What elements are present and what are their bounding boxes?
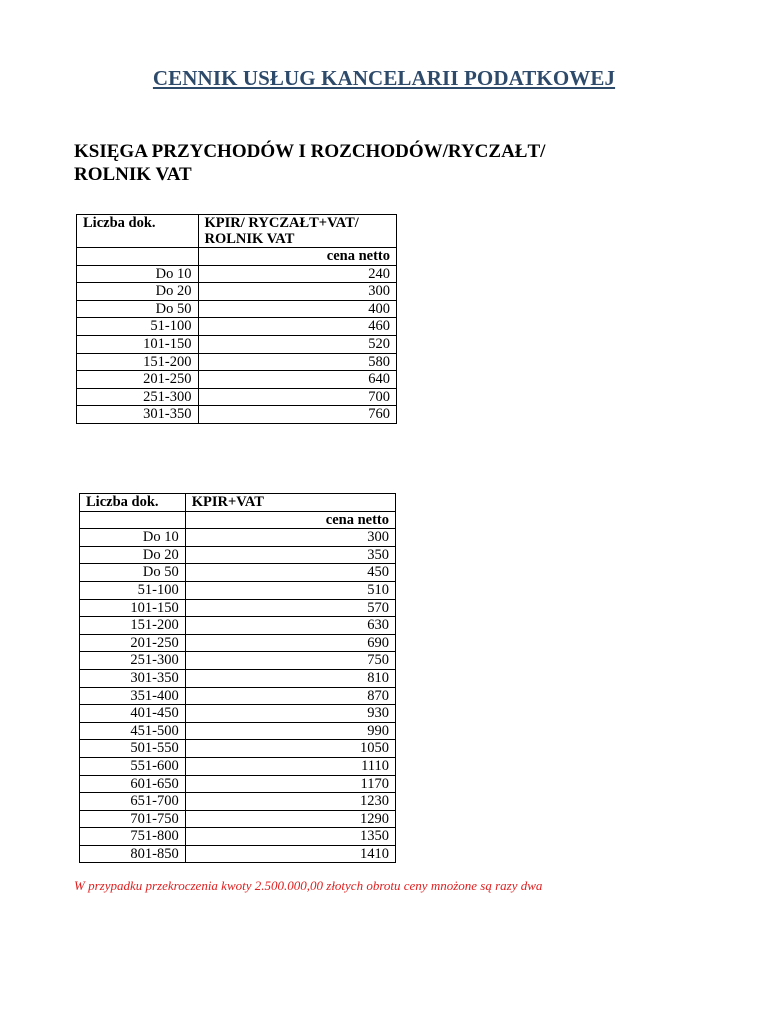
- document-range-cell: 151-200: [80, 617, 186, 635]
- table-row: [77, 353, 397, 371]
- section-heading-line-2: ROLNIK VAT: [74, 164, 192, 185]
- price-cell: 690: [185, 634, 395, 652]
- price-cell: 750: [185, 652, 395, 670]
- document-range-cell: 351-400: [80, 687, 186, 705]
- column-header-service-line-2: ROLNIK VAT: [204, 231, 295, 247]
- price-cell: 300: [185, 529, 395, 547]
- document-range-cell: Do 10: [77, 265, 199, 283]
- table-row: [80, 705, 396, 723]
- table-row: [77, 283, 397, 301]
- document-range-cell: Do 50: [80, 564, 186, 582]
- document-range-cell: 801-850: [80, 845, 186, 863]
- table-header-row: [80, 494, 396, 512]
- table-row: [80, 810, 396, 828]
- table-row: [77, 406, 397, 424]
- column-header-service: KPIR+VAT: [185, 494, 395, 512]
- price-cell: 1110: [185, 757, 395, 775]
- table-row: [77, 388, 397, 406]
- document-range-cell: 51-100: [80, 581, 186, 599]
- price-table-kpir-ryczalt: [76, 214, 397, 424]
- table-row: [77, 265, 397, 283]
- price-cell: 1170: [185, 775, 395, 793]
- price-cell: 760: [198, 406, 396, 424]
- table-row: [80, 669, 396, 687]
- price-cell: 510: [185, 581, 395, 599]
- column-header-service-line-1: KPIR/ RYCZAŁT+VAT/: [204, 215, 359, 231]
- table-row: [77, 300, 397, 318]
- price-cell: 400: [198, 300, 396, 318]
- document-range-cell: 51-100: [77, 318, 199, 336]
- price-cell: 810: [185, 669, 395, 687]
- price-cell: 930: [185, 705, 395, 723]
- document-range-cell: 451-500: [80, 722, 186, 740]
- document-range-cell: 301-350: [77, 406, 199, 424]
- section-heading: [74, 140, 545, 186]
- table-row: [80, 529, 396, 547]
- table-subheader-row: [77, 248, 397, 266]
- document-range-cell: 301-350: [80, 669, 186, 687]
- column-header-service: [198, 215, 396, 248]
- document-range-cell: 201-250: [80, 634, 186, 652]
- table-row: [77, 335, 397, 353]
- document-range-cell: 101-150: [80, 599, 186, 617]
- price-cell: 700: [198, 388, 396, 406]
- column-header-documents: Liczba dok.: [77, 215, 199, 248]
- table-row: [80, 581, 396, 599]
- price-cell: 580: [198, 353, 396, 371]
- price-cell: 460: [198, 318, 396, 336]
- price-cell: 990: [185, 722, 395, 740]
- price-table-kpir-vat: [79, 493, 396, 863]
- table-row: [80, 652, 396, 670]
- table-row: [80, 634, 396, 652]
- price-cell: 300: [198, 283, 396, 301]
- document-range-cell: Do 50: [77, 300, 199, 318]
- price-label: cena netto: [198, 248, 396, 266]
- column-header-documents: Liczba dok.: [80, 494, 186, 512]
- document-range-cell: 151-200: [77, 353, 199, 371]
- table-row: [80, 757, 396, 775]
- table-body: [80, 529, 396, 863]
- document-range-cell: 101-150: [77, 335, 199, 353]
- table-row: [80, 599, 396, 617]
- document-range-cell: 701-750: [80, 810, 186, 828]
- document-range-cell: Do 20: [80, 546, 186, 564]
- page-title: CENNIK USŁUG KANCELARII PODATKOWEJ: [152, 66, 616, 90]
- table-row: [80, 546, 396, 564]
- document-range-cell: 401-450: [80, 705, 186, 723]
- document-range-cell: 651-700: [80, 793, 186, 811]
- price-cell: 1230: [185, 793, 395, 811]
- table-row: [80, 793, 396, 811]
- table-row: [80, 687, 396, 705]
- price-cell: 870: [185, 687, 395, 705]
- table-row: [77, 318, 397, 336]
- price-cell: 570: [185, 599, 395, 617]
- table-body: [77, 265, 397, 423]
- table-row: [80, 722, 396, 740]
- empty-cell: [77, 248, 199, 266]
- price-cell: 640: [198, 371, 396, 389]
- document-range-cell: Do 20: [77, 283, 199, 301]
- document-range-cell: 551-600: [80, 757, 186, 775]
- document-range-cell: 251-300: [80, 652, 186, 670]
- price-cell: 1050: [185, 740, 395, 758]
- document-range-cell: Do 10: [80, 529, 186, 547]
- table-row: [80, 828, 396, 846]
- table-row: [80, 845, 396, 863]
- table-row: [80, 775, 396, 793]
- table-row: [80, 564, 396, 582]
- price-cell: 1350: [185, 828, 395, 846]
- table-row: [80, 740, 396, 758]
- document-range-cell: 751-800: [80, 828, 186, 846]
- surcharge-note: W przypadku przekroczenia kwoty 2.500.000,00 złotych obrotu ceny mnożone są razy dwa: [74, 878, 543, 893]
- section-heading-line-1: KSIĘGA PRZYCHODÓW I ROZCHODÓW/RYCZAŁT/: [74, 141, 546, 162]
- price-cell: 630: [185, 617, 395, 635]
- document-range-cell: 501-550: [80, 740, 186, 758]
- price-cell: 1410: [185, 845, 395, 863]
- table-row: [80, 617, 396, 635]
- table-row: [77, 371, 397, 389]
- table-header-row: [77, 215, 397, 248]
- price-cell: 1290: [185, 810, 395, 828]
- price-cell: 240: [198, 265, 396, 283]
- document-range-cell: 251-300: [77, 388, 199, 406]
- table-subheader-row: [80, 511, 396, 529]
- price-cell: 350: [185, 546, 395, 564]
- price-cell: 450: [185, 564, 395, 582]
- document-range-cell: 601-650: [80, 775, 186, 793]
- empty-cell: [80, 511, 186, 529]
- document-range-cell: 201-250: [77, 371, 199, 389]
- price-label: cena netto: [185, 511, 395, 529]
- price-cell: 520: [198, 335, 396, 353]
